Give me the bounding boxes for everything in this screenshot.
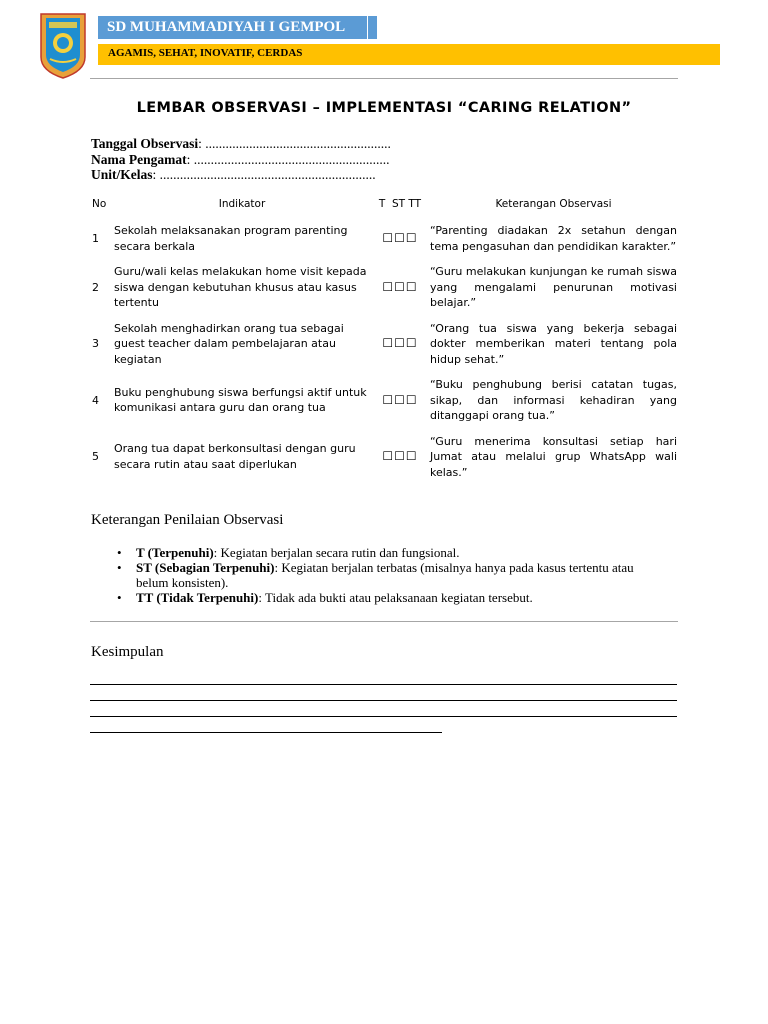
section-divider [90,621,678,622]
school-name-banner: SD MUHAMMADIYAH I GEMPOL [98,16,367,39]
meta-unit-label: Unit/Kelas [91,167,153,182]
table-row [88,316,680,373]
meta-tanggal-value: : ....................................................... [198,136,391,151]
table-row [88,259,680,316]
list-item [117,590,657,605]
page-title: LEMBAR OBSERVASI – IMPLEMENTASI “CARING RELATION” [136,100,632,116]
legend-desc: : Tidak ada bukti atau pelaksanaan kegiatan tersebut. [258,590,533,605]
row-no: 1 [92,231,99,245]
list-item [117,545,657,560]
row-indikator: Guru/wali kelas melakukan home visit kepada siswa dengan kebutuhan khusus atau kasus tertentu [114,265,367,309]
header-divider [90,78,678,79]
row-no: 3 [92,337,99,350]
table-row [88,218,680,259]
row-keterangan: “Parenting diadakan 2x setahun dengan tema pengasuhan dan pendidikan karakter.” [430,224,677,253]
meta-tanggal[interactable] [91,136,391,152]
legend-desc: : Kegiatan berjalan terbatas (misalnya hanya pada kasus tertentu atau belum konsisten). [136,560,634,590]
row-checkboxes[interactable]: ☐☐☐ [382,449,418,463]
row-keterangan: “Guru menerima konsultasi setiap hari Jumat atau melalui grup WhatsApp wali kelas.” [430,434,677,479]
table-row [88,429,680,486]
table-row [88,372,680,429]
row-checkboxes[interactable]: ☐☐☐ [382,336,418,350]
header-keterangan: Keterangan Observasi [495,198,612,210]
row-keterangan: “Buku penghubung berisi catatan tugas, sikap, dan informasi kehadiran yang ditanggapi orang tua.” [430,378,677,422]
row-keterangan: “Orang tua siswa yang bekerja sebagai dokter memberikan materi tentang pola hidup sehat.” [430,321,677,366]
row-checkboxes[interactable]: ☐☐☐ [382,230,418,245]
legend-title: Keterangan Penilaian Observasi [91,512,284,528]
row-checkboxes[interactable]: ☐☐☐ [382,279,418,294]
header-indikator: Indikator [218,198,266,210]
row-checkboxes[interactable]: ☐☐☐ [382,392,418,407]
row-no: 5 [92,450,99,463]
row-indikator: Sekolah melaksanakan program parenting secara berkala [114,224,348,253]
meta-nama-label: Nama Pengamat [91,151,187,167]
meta-tanggal-label: Tanggal Observasi [91,136,199,151]
conclusion-line[interactable] [90,700,677,701]
table-header-row [88,196,680,218]
observation-table [88,196,680,485]
meta-nama[interactable] [91,152,391,168]
conclusion-line[interactable] [90,684,677,685]
row-indikator: Sekolah menghadirkan orang tua sebagai guest teacher dalam pembelajaran atau kegiatan [114,321,344,366]
row-keterangan: “Guru melakukan kunjungan ke rumah siswa yang mengalami penurunan motivasi belajar.” [430,265,677,309]
meta-nama-value: : .......................................................... [186,151,390,167]
conclusion-line[interactable] [90,732,442,733]
legend-term: T (Terpenuhi) [136,545,214,560]
row-indikator: Buku penghubung siswa berfungsi aktif untuk komunikasi antara guru dan orang tua [114,385,367,415]
school-shield-logo-icon [40,13,86,79]
conclusion-line[interactable] [90,716,677,717]
school-banner-tab [368,16,377,39]
legend-desc: : Kegiatan berjalan secara rutin dan fungsional. [213,545,460,560]
conclusion-title: Kesimpulan [91,644,164,660]
legend-term: TT (Tidak Terpenuhi) [136,590,259,605]
list-item [117,560,657,590]
legend-term: ST (Sebagian Terpenuhi) [136,560,275,575]
row-no: 4 [92,393,99,407]
legend-list [117,545,657,605]
row-indikator: Orang tua dapat berkonsultasi dengan guru secara rutin atau saat diperlukan [114,442,356,471]
school-motto-banner: AGAMIS, SEHAT, INOVATIF, CERDAS [98,44,720,65]
meta-unit-value: : ................................................................ [152,167,376,182]
observation-meta [91,136,391,183]
header-no: No [92,198,107,210]
meta-unit[interactable] [91,167,391,183]
row-no: 2 [92,280,99,294]
header-checks: T ST TT [378,198,422,210]
